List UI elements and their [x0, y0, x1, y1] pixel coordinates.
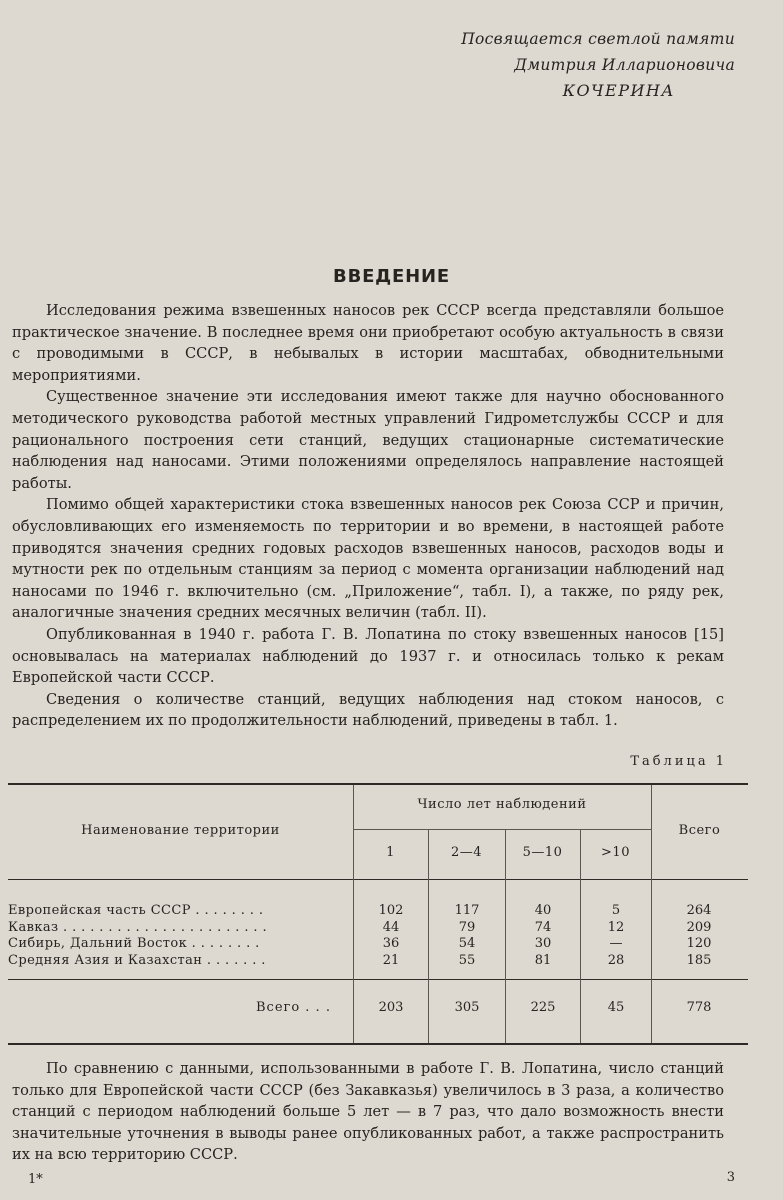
- table-total-rule: [8, 979, 748, 980]
- cell-value: 264: [686, 903, 712, 918]
- cell-value: 185: [686, 952, 712, 968]
- row-name: Сибирь, Дальний Восток . . . . . . . .: [8, 936, 260, 951]
- total-value: 45: [607, 1000, 625, 1015]
- table-row: [8, 953, 748, 970]
- cell-value: 117: [454, 903, 480, 918]
- cell-value: 102: [378, 903, 404, 918]
- dedication-line-3: КОЧЕРИНА: [562, 81, 675, 100]
- header-years-over-10: >10: [601, 845, 630, 860]
- table-top-rule: [8, 783, 748, 785]
- total-value: 778: [686, 1000, 712, 1015]
- header-territory: Наименование территории: [81, 823, 280, 838]
- total-value: 203: [378, 1000, 404, 1015]
- table-row: [8, 920, 748, 937]
- cell-value: 74: [534, 919, 552, 935]
- cell-value: 209: [686, 919, 712, 935]
- table-row: [8, 903, 748, 920]
- header-years-2-4: 2—4: [450, 845, 483, 860]
- cell-value: 120: [686, 936, 712, 951]
- paragraph-closing: По сравнению с данными, использованными в работе Г. В. Лопатина, число станций только для Европейской части СССР (без Закавказья) увеличилось в 3 раза, а количество станций с периодом наблюдений больше 5 лет — в 7 раз, что дало возможность внести значительные уточнения в выводы ранее опубликованных работ, а также распространить их на всю территорию СССР.: [12, 1060, 724, 1164]
- stations-table: [8, 783, 748, 1045]
- paragraph-4: Опубликованная в 1940 г. работа Г. В. Лопатина по стоку взвешенных наносов [15] основывалась на материалах наблюдений до 1937 г. и относилась только к рекам Европейской части СССР.: [12, 625, 724, 687]
- intro-text: [12, 300, 724, 732]
- row-name: Европейская часть СССР . . . . . . . .: [8, 903, 264, 918]
- paragraph-1: Исследования режима взвешенных наносов рек СССР всегда представляли большое практическое значение. В последнее время они приобретают особую актуальность в связи с проводимыми в СССР, в небывалых в истории масштабах, обводнительными мероприятиями.: [12, 302, 724, 384]
- paragraph-2: Существенное значение эти исследования имеют также для научно обоснованного методического руководства работой местных управлений Гидрометслужбы СССР и для рационального построения сети станций, ведущих стационарные систематические наблюдения над наносами. Этими положениями определялось направление настоящей работы.: [12, 388, 724, 492]
- table-row: [8, 936, 748, 953]
- table-caption: Таблица 1: [630, 754, 727, 769]
- dedication-line-1: Посвящается светлой памяти: [461, 30, 735, 48]
- cell-value: 36: [382, 936, 400, 951]
- row-name: Кавказ . . . . . . . . . . . . . . . . . . . . . . .: [8, 919, 267, 935]
- cell-value: 30: [534, 936, 552, 951]
- cell-value: —: [609, 936, 623, 951]
- signature-mark: 1*: [28, 1172, 43, 1187]
- cell-value: 81: [534, 952, 552, 968]
- table-header-rule: [8, 879, 748, 880]
- table-bottom-rule: [8, 1043, 748, 1045]
- table-total-row: [8, 1000, 748, 1017]
- cell-value: 79: [458, 919, 476, 935]
- total-label: Всего . . .: [256, 1000, 331, 1015]
- total-value: 305: [454, 1000, 480, 1015]
- dedication: [405, 26, 735, 104]
- total-value: 225: [530, 1000, 556, 1015]
- table-body: [8, 903, 748, 969]
- cell-value: 12: [607, 919, 625, 935]
- cell-value: 21: [382, 952, 400, 968]
- dedication-line-2: Дмитрия Илларионовича: [514, 56, 735, 74]
- cell-value: 55: [458, 952, 476, 968]
- header-total: Всего: [678, 823, 721, 838]
- cell-value: 28: [607, 952, 625, 968]
- header-years-group: Число лет наблюдений: [417, 797, 587, 812]
- cell-value: 5: [611, 903, 621, 918]
- cell-value: 54: [458, 936, 476, 951]
- paragraph-3: Помимо общей характеристики стока взвешенных наносов рек Союза ССР и причин, обусловливающих его изменяемость по территории и во времени, в настоящей работе приводятся значения средних годовых расходов взвешенных наносов, расходов воды и мутности рек по отдельным станциям за период с момента организации наблюдений над наносами по 1946 г. включительно (см. „Приложение“, табл. I), а также, по ряду рек, аналогичные значения средних месячных величин (табл. II).: [12, 496, 724, 622]
- section-heading: ВВЕДЕНИЕ: [333, 266, 450, 287]
- cell-value: 44: [382, 919, 400, 935]
- closing-text: [12, 1058, 724, 1166]
- header-years-5-10: 5—10: [522, 845, 563, 860]
- header-years-1: 1: [386, 845, 395, 860]
- years-group-rule: [353, 829, 651, 830]
- row-name: Средняя Азия и Казахстан . . . . . . .: [8, 952, 266, 968]
- paragraph-5: Сведения о количестве станций, ведущих наблюдения над стоком наносов, с распределением их по продолжительности наблюдений, приведены в табл. 1.: [12, 690, 724, 730]
- page-number: 3: [726, 1170, 735, 1185]
- cell-value: 40: [534, 903, 552, 918]
